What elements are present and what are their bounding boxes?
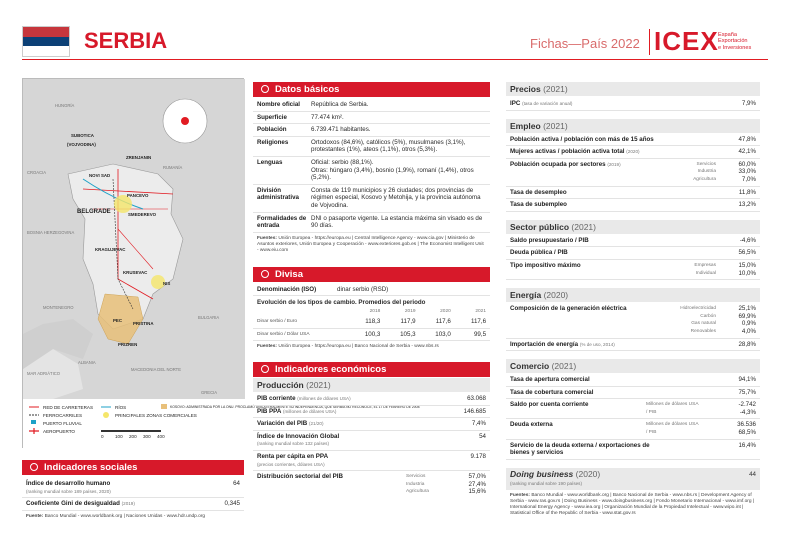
- indicadores-sociales: [22, 460, 244, 523]
- legend-zones: PRINCIPALES ZONAS COMERCIALES: [115, 413, 197, 418]
- tipo-impositivo-row: Tipo impositivo máximo Empresas Individual 15,0% 10,0%: [506, 260, 760, 280]
- legend-river: RÍOS: [115, 405, 127, 410]
- datos-basicos-title: Datos básicos: [253, 82, 490, 97]
- svg-text:400: 400: [157, 434, 165, 439]
- map-label-croacia: CROACIA: [27, 170, 47, 175]
- divisa-years: 2018 2019 2020 2021: [369, 309, 487, 315]
- indicadores-economicos-title: Indicadores económicos: [253, 362, 490, 377]
- money-icon: [261, 270, 269, 278]
- comercio-title: Comercio (2021): [506, 359, 760, 373]
- divisa-usd-row: Dinar serbio / Dólar USA 100,3 105,3 103,0 99,5: [253, 329, 490, 342]
- page-header: [22, 24, 768, 60]
- icex-logo: ICEX: [654, 26, 719, 56]
- empleo-title: Empleo (2021): [506, 119, 760, 133]
- map-label-macedonia: MACEDONIA DEL NORTE: [131, 367, 182, 372]
- city-pancevo: PANCEVO: [127, 193, 149, 198]
- city-novi-sad: NOVI SAD: [89, 173, 111, 178]
- doing-business: Doing business (2020) (ranking mundial sobre 190 países) 44: [506, 468, 760, 490]
- social-row: Coeficiente Gini de desigualdad (2019) 0,345: [22, 498, 244, 511]
- divisa-euro-row: Dinar serbio / Euro 118,3 117,9 117,6 117,6: [253, 316, 490, 329]
- map-label-bosnia: BOSNIA HERZEGOVINA: [27, 230, 75, 235]
- deuda-row: Deuda externa Millones de dólares USA / PIB 36.536 68,5%: [506, 419, 760, 439]
- country-title: SERBIA: [84, 28, 168, 53]
- city-smederevo: SMEDEREVO: [128, 212, 157, 217]
- series-title: Fichas—País 2022: [530, 36, 640, 51]
- map-label-grecia: GRECIA: [201, 390, 218, 395]
- chart-icon: [261, 365, 269, 373]
- legend-rail: FERROCARRILES: [43, 413, 83, 418]
- social-source: Fuente: Banco Mundial - www.worldbank.org | Naciones Unidas - www.hdr.undp.org: [26, 513, 206, 519]
- legend-kosovo: KOSOVO: ADMINISTRADA POR LA ONU. PROCLAMÓ UNILATERALMENTE SU INDEPENDENCIA, QUE SERBIA NO RECONOCE, EL 17 DE FEBRERO DE 2008: [170, 405, 420, 409]
- energia-title: Energía (2020): [506, 288, 760, 302]
- datos-basicos-source: Fuentes: Unión Europea - https://europa.eu | Central Intelligence Agency - www.cia.gov | Ministerio de Asuntos exteriores, Unión Europea y Cooperación - www.exteriores.gob.es | The Economist Intelligent Unit - www.eiu.com: [257, 235, 484, 253]
- generacion-row: Composición de la generación eléctrica Hidroelectricidad Carbón Gas natural Renovables 25,1% 69,9% 0,9% 4,0%: [506, 302, 760, 338]
- right-sources: Fuentes: Banco Mundial - www.worldbank.org | Banco Nacional de Serbia - www.nbs.rs | Development Agency of Serbia - www.ras.gov.rs | Doing Business - www.doingbusiness.org | Fondo Monetario Internacional - www.imf.org | International Energy Agency - www.iea.org | Organización Mundial de la Propiedad Intelectual - www.wipo.int | Statistical Office of the Republic of Serbia - www.stat.gov.rs: [510, 492, 755, 516]
- legend-roads: RED DE CARRETERAS: [43, 405, 94, 410]
- map-label-bulgaria: BULGARIA: [198, 315, 220, 320]
- map-label-hungria: HUNGRÍA: [55, 103, 75, 108]
- city-pristina: PRISTINA: [133, 321, 154, 326]
- person-icon: [30, 463, 38, 471]
- middle-column: Datos básicos Nombre oficial República de Serbia. Superficie 77.474 km². Población 6.739.471 habitantes. Religiones Ortodoxos (84,6%), católicos (5%), musulmanes (3,1%), protestantes (1%), ateos (1,1%), otros (5,3%). Lenguas Oficial: serbio (88,1%). Otras: húngaro (3,4%), bosnio (1,9%), romaní (1,4%), otros (5,2%). División administrativa Consta de 119 municipios y 26 ciudades; dos provincias de régimen especial, Kosovo y Metohija, y la provincia autónoma de Vojvodina. Formalidades de entrada DNI o pasaporte vigente. La estancia máxima sin visado es de 90 días. Fuentes: Unión Europea - https://europa.eu | Central Intelligence Agency - www.cia.gov | Ministerio de Asuntos exteriores, Unión Europea y Cooperación - www.exteriores.gob.es | The Economist Intelligent Unit - www.eiu.com Divisa Denominación (ISO) dinar serbio (RSD) Evolución de los tipos de cambio. Promedios del periodo 2018 2019 2020 2021 Dinar serbio / Euro 118,3 117,9 117,6 117,6 Dinar serbio / Dólar USA 100,3 105,3 103,0 99,5 Fuentes: Unión Europea - https://europa.eu | Banco Nacional de Serbia - www.nbs.rs Indicadores económicos Producción (2021) PIB corriente (millones de dólares USA) 63.068 PIB PPA (millones de dólares USA) 146.685 Variación del PIB (21/20) 7,4% Índice de Innovación Global (ranking mundial sobre 132 países) 54 Renta per cápita en PPA (precios corrientes, dólares USA) 9.178 Distribución sectorial del PIB Servicios Industria Agricultura 57,0% 27,4% 15,6%: [253, 82, 490, 498]
- header-divider: [649, 29, 650, 55]
- sector-publico-title: Sector público (2021): [506, 220, 760, 234]
- map-label-rumania: RUMANÍA: [163, 165, 183, 170]
- map-label-adriatico: MAR ADRIÁTICO: [27, 371, 61, 376]
- legend-airport: AEROPUERTO: [43, 429, 75, 434]
- svg-text:300: 300: [143, 434, 151, 439]
- serbia-flag: [22, 26, 70, 57]
- city-zrenjanin: ZRENJANIN: [126, 155, 152, 160]
- precios-title: Precios (2021): [506, 82, 760, 96]
- city-nis: NIS: [163, 281, 171, 286]
- map-label-albania: ALBANIA: [78, 360, 96, 365]
- city-pec: PEC: [113, 318, 123, 323]
- svg-text:0: 0: [101, 434, 104, 439]
- svg-text:100: 100: [115, 434, 123, 439]
- legend-port: PUERTO FLUVIAL: [43, 421, 82, 426]
- city-belgrade: BELGRADE: [77, 209, 111, 215]
- divisa-title: Divisa: [253, 267, 490, 282]
- ocupada-row: Población ocupada por sectores (2019) Servicios Industria Agricultura 60,0% 33,0% 7,0%: [506, 159, 760, 187]
- divisa-source: Fuentes: Unión Europea - https://europa.eu | Banco Nacional de Serbia - www.nbs.rs: [257, 344, 439, 350]
- icex-subtitle: España Exportación e Inversiones: [718, 32, 752, 51]
- city-subotica: SUBOTICA: [71, 133, 94, 138]
- target-icon: [261, 85, 269, 93]
- datos-basicos-table: Nombre oficial República de Serbia. Superficie 77.474 km². Población 6.739.471 habitantes. Religiones Ortodoxos (84,6%), católicos (5%), musulmanes (3,1%), protestantes (1%), ateos (1,1%), otros (5,3%). Lenguas Oficial: serbio (88,1%). Otras: húngaro (3,4%), bosnio (1,9%), romaní (1,4%), otros (5,2%). División administrativa Consta de 119 municipios y 26 ciudades; dos provincias de régimen especial, Kosovo y Metohija, y la provincia autónoma de Vojvodina. Formalidades de entrada DNI o pasaporte vigente. La estancia máxima sin visado es de 90 días.: [253, 97, 490, 233]
- distribucion-row: Distribución sectorial del PIB Servicios Industria Agricultura 57,0% 27,4% 15,6%: [257, 473, 486, 496]
- divisa-den-row: Denominación (ISO) dinar serbio (RSD): [253, 282, 490, 297]
- indicadores-sociales-title: Indicadores sociales: [22, 460, 244, 475]
- produccion-subtitle: Producción (2021): [253, 378, 490, 392]
- social-row: Índice de desarrollo humano (ranking mundial sobre 189 países, 2020) 64: [22, 475, 244, 498]
- divisa-evol-title: Evolución de los tipos de cambio. Promedios del periodo: [257, 299, 426, 307]
- city-krusevac: KRUSEVAC: [123, 270, 148, 275]
- saldo-row: Saldo por cuenta corriente Millones de dólares USA / PIB -2.742 -4,3%: [506, 399, 760, 419]
- right-column: Precios (2021) IPC (tasa de variación anual) 7,9% Empleo (2021) Población activa / población con más de 15 años 47,8% Mujeres activas / población activa total (2020) 42,1% Población ocupada por sectores (2019) Servicios Industria Agricultura 60,0% 33,0% 7,0% Tasa de desempleo 11,8% Tasa de subempleo 13,2% Sector público (2021) Saldo presupuestario / PIB -4,6% Deuda pública / PIB 56,5% Tipo impositivo máximo Empresas Individual 15,0% 10,0% Energía (2020) Composición de la generación eléctrica Hidroelectricidad Carbón Gas natural Renovables 25,1% 69,9% 0,9% 4,0% Importación de energía (% de uso, 2014) 28,8% Comercio (2021) Tasa de apertura comercial 94,1% Tasa de cobertura comercial 75,7% Saldo por cuenta corriente Millones de dólares USA / PIB -2.742 -4,3% Deuda externa Millones de dólares USA / PIB 36.536 68,5% Servicio de la deuda externa / exportaciones de bienes y servicios 16,4% Doing business (2020) (ranking mundial sobre 190 países) 44 Fuentes: Banco Mundial - www.worldbank.org | Banco Nacional de Serbia - www.nbs.rs | Development Agency of Serbia - www.ras.gov.rs | Doing Business - www.doingbusiness.org | Fondo Monetario Internacional - www.imf.org | International Energy Agency - www.iea.org | Organización Mundial de la Propiedad Intelectual - www.wipo.int | Statistical Office of the Republic of Serbia - www.stat.gov.rs: [506, 82, 760, 520]
- city-prizren: PRIZREN: [118, 342, 138, 347]
- city-vojvodina: (VOJVODINA): [67, 142, 96, 147]
- svg-text:200: 200: [129, 434, 137, 439]
- city-kragujevac: KRAGUJEVAC: [95, 247, 126, 252]
- map-label-montenegro: MONTENEGRO: [43, 305, 74, 310]
